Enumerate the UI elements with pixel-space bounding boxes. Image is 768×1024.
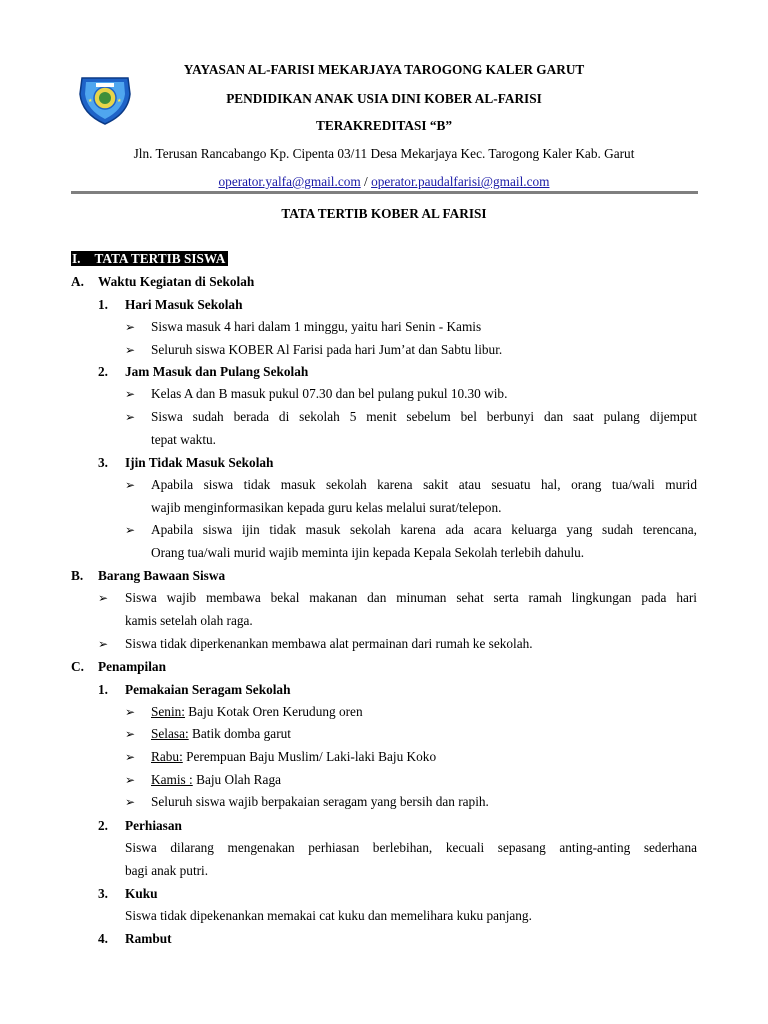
arrow-bullet-icon: ➢	[125, 320, 136, 334]
svg-text:★: ★	[88, 99, 93, 104]
paragraph: Siswa tidak dipekenankan memakai cat kuku dan memelihara kuku panjang.	[125, 908, 532, 923]
heading-b-letter: B.	[71, 568, 84, 583]
sub-c1-title: Pemakaian Seragam Sekolah	[125, 682, 291, 697]
sub-c3-title: Kuku	[125, 886, 158, 901]
document-title: TATA TERTIB KOBER AL FARISI	[281, 206, 487, 221]
sub-a3-number: 3.	[98, 455, 108, 470]
arrow-bullet-icon: ➢	[125, 705, 136, 719]
uniform-item	[151, 726, 291, 742]
sub-a2-number: 2.	[98, 364, 108, 379]
uniform-day: Senin:	[151, 704, 185, 719]
arrow-bullet-icon: ➢	[125, 410, 136, 424]
sub-c2-title: Perhiasan	[125, 818, 182, 833]
sub-a1-title: Hari Masuk Sekolah	[125, 297, 243, 312]
list-item-continuation: wajib menginformasikan kepada guru kelas melalui surat/telepon.	[151, 500, 502, 515]
list-item: Seluruh siswa wajib berpakaian seragam yang bersih dan rapih.	[151, 794, 489, 809]
arrow-bullet-icon: ➢	[125, 773, 136, 787]
heading-b-title: Barang Bawaan Siswa	[98, 568, 226, 583]
email-separator: /	[360, 174, 372, 189]
sub-c1-number: 1.	[98, 682, 108, 697]
arrow-bullet-icon: ➢	[125, 727, 136, 741]
email-line	[0, 174, 768, 190]
uniform-desc: Baju Kotak Oren Kerudung oren	[184, 704, 363, 719]
uniform-day: Rabu:	[151, 749, 183, 764]
section-title: TATA TERTIB SISWA	[95, 251, 229, 266]
list-item: Siswa tidak diperkenankan membawa alat permainan dari rumah ke sekolah.	[125, 636, 533, 651]
arrow-bullet-icon: ➢	[125, 343, 136, 357]
sub-a3-title: Ijin Tidak Masuk Sekolah	[125, 455, 274, 470]
arrow-bullet-icon: ➢	[125, 387, 136, 401]
uniform-day: Selasa:	[151, 726, 189, 741]
arrow-bullet-icon: ➢	[125, 750, 136, 764]
arrow-bullet-icon: ➢	[125, 795, 136, 809]
list-item-continuation: Orang tua/wali murid wajib meminta ijin kepada Kepala Sekolah terlebih dahulu.	[151, 545, 585, 560]
email-link-paud[interactable]: operator.paudalfarisi@gmail.com	[371, 174, 550, 189]
paragraph: Siswa dilarang mengenakan perhiasan berlebihan, kecuali sepasang anting-anting sederhana	[125, 840, 697, 855]
paragraph-continuation: bagi anak putri.	[125, 863, 209, 878]
uniform-desc: Batik domba garut	[188, 726, 291, 741]
sub-c2-number: 2.	[98, 818, 108, 833]
arrow-bullet-icon: ➢	[125, 523, 136, 537]
heading-a-letter: A.	[71, 274, 84, 289]
svg-text:★: ★	[117, 99, 122, 104]
list-item: Kelas A dan B masuk pukul 07.30 dan bel pulang pukul 10.30 wib.	[151, 386, 508, 401]
section-number: I.	[71, 251, 95, 266]
list-item: Seluruh siswa KOBER Al Farisi pada hari Jum’at dan Sabtu libur.	[151, 342, 503, 357]
sub-a2-title: Jam Masuk dan Pulang Sekolah	[125, 364, 309, 379]
sub-c3-number: 3.	[98, 886, 108, 901]
uniform-desc: Baju Olah Raga	[192, 772, 282, 787]
heading-c-letter: C.	[71, 659, 84, 674]
list-item-continuation: tepat waktu.	[151, 432, 216, 447]
list-item: Apabila siswa ijin tidak masuk sekolah karena ada acara keluarga yang sudah terencana,	[151, 522, 697, 537]
foundation-name: YAYASAN AL-FARISI MEKARJAYA TAROGONG KALER GARUT	[183, 62, 585, 77]
uniform-item	[151, 772, 281, 788]
list-item: Siswa wajib membawa bekal makanan dan minuman sehat serta ramah lingkungan pada hari	[125, 590, 697, 605]
heading-a-title: Waktu Kegiatan di Sekolah	[98, 274, 255, 289]
sub-c4-number: 4.	[98, 931, 108, 946]
sub-a1-number: 1.	[98, 297, 108, 312]
arrow-bullet-icon: ➢	[98, 637, 109, 651]
email-link-yalfa[interactable]: operator.yalfa@gmail.com	[218, 174, 361, 189]
uniform-desc: Perempuan Baju Muslim/ Laki-laki Baju Koko	[182, 749, 437, 764]
arrow-bullet-icon: ➢	[98, 591, 109, 605]
uniform-item	[151, 704, 363, 720]
section-heading	[71, 251, 228, 267]
heading-c-title: Penampilan	[98, 659, 166, 674]
arrow-bullet-icon: ➢	[125, 478, 136, 492]
accreditation: TERAKREDITASI “B”	[315, 118, 453, 133]
list-item: Siswa masuk 4 hari dalam 1 minggu, yaitu hari Senin - Kamis	[151, 319, 482, 334]
uniform-item	[151, 749, 436, 765]
sub-c4-title: Rambut	[125, 931, 172, 946]
list-item: Apabila siswa tidak masuk sekolah karena sakit atau sesuatu hal, orang tua/wali murid	[151, 477, 697, 492]
address: Jln. Terusan Rancabango Kp. Cipenta 03/11 Desa Mekarjaya Kec. Tarogong Kaler Kab. Garut	[133, 146, 635, 161]
school-name: PENDIDIKAN ANAK USIA DINI KOBER AL-FARISI	[226, 91, 542, 106]
header-divider	[71, 191, 698, 194]
list-item: Siswa sudah berada di sekolah 5 menit sebelum bel berbunyi dan saat pulang dijemput	[151, 409, 697, 424]
uniform-day: Kamis :	[151, 772, 193, 787]
list-item-continuation: kamis setelah olah raga.	[125, 613, 253, 628]
